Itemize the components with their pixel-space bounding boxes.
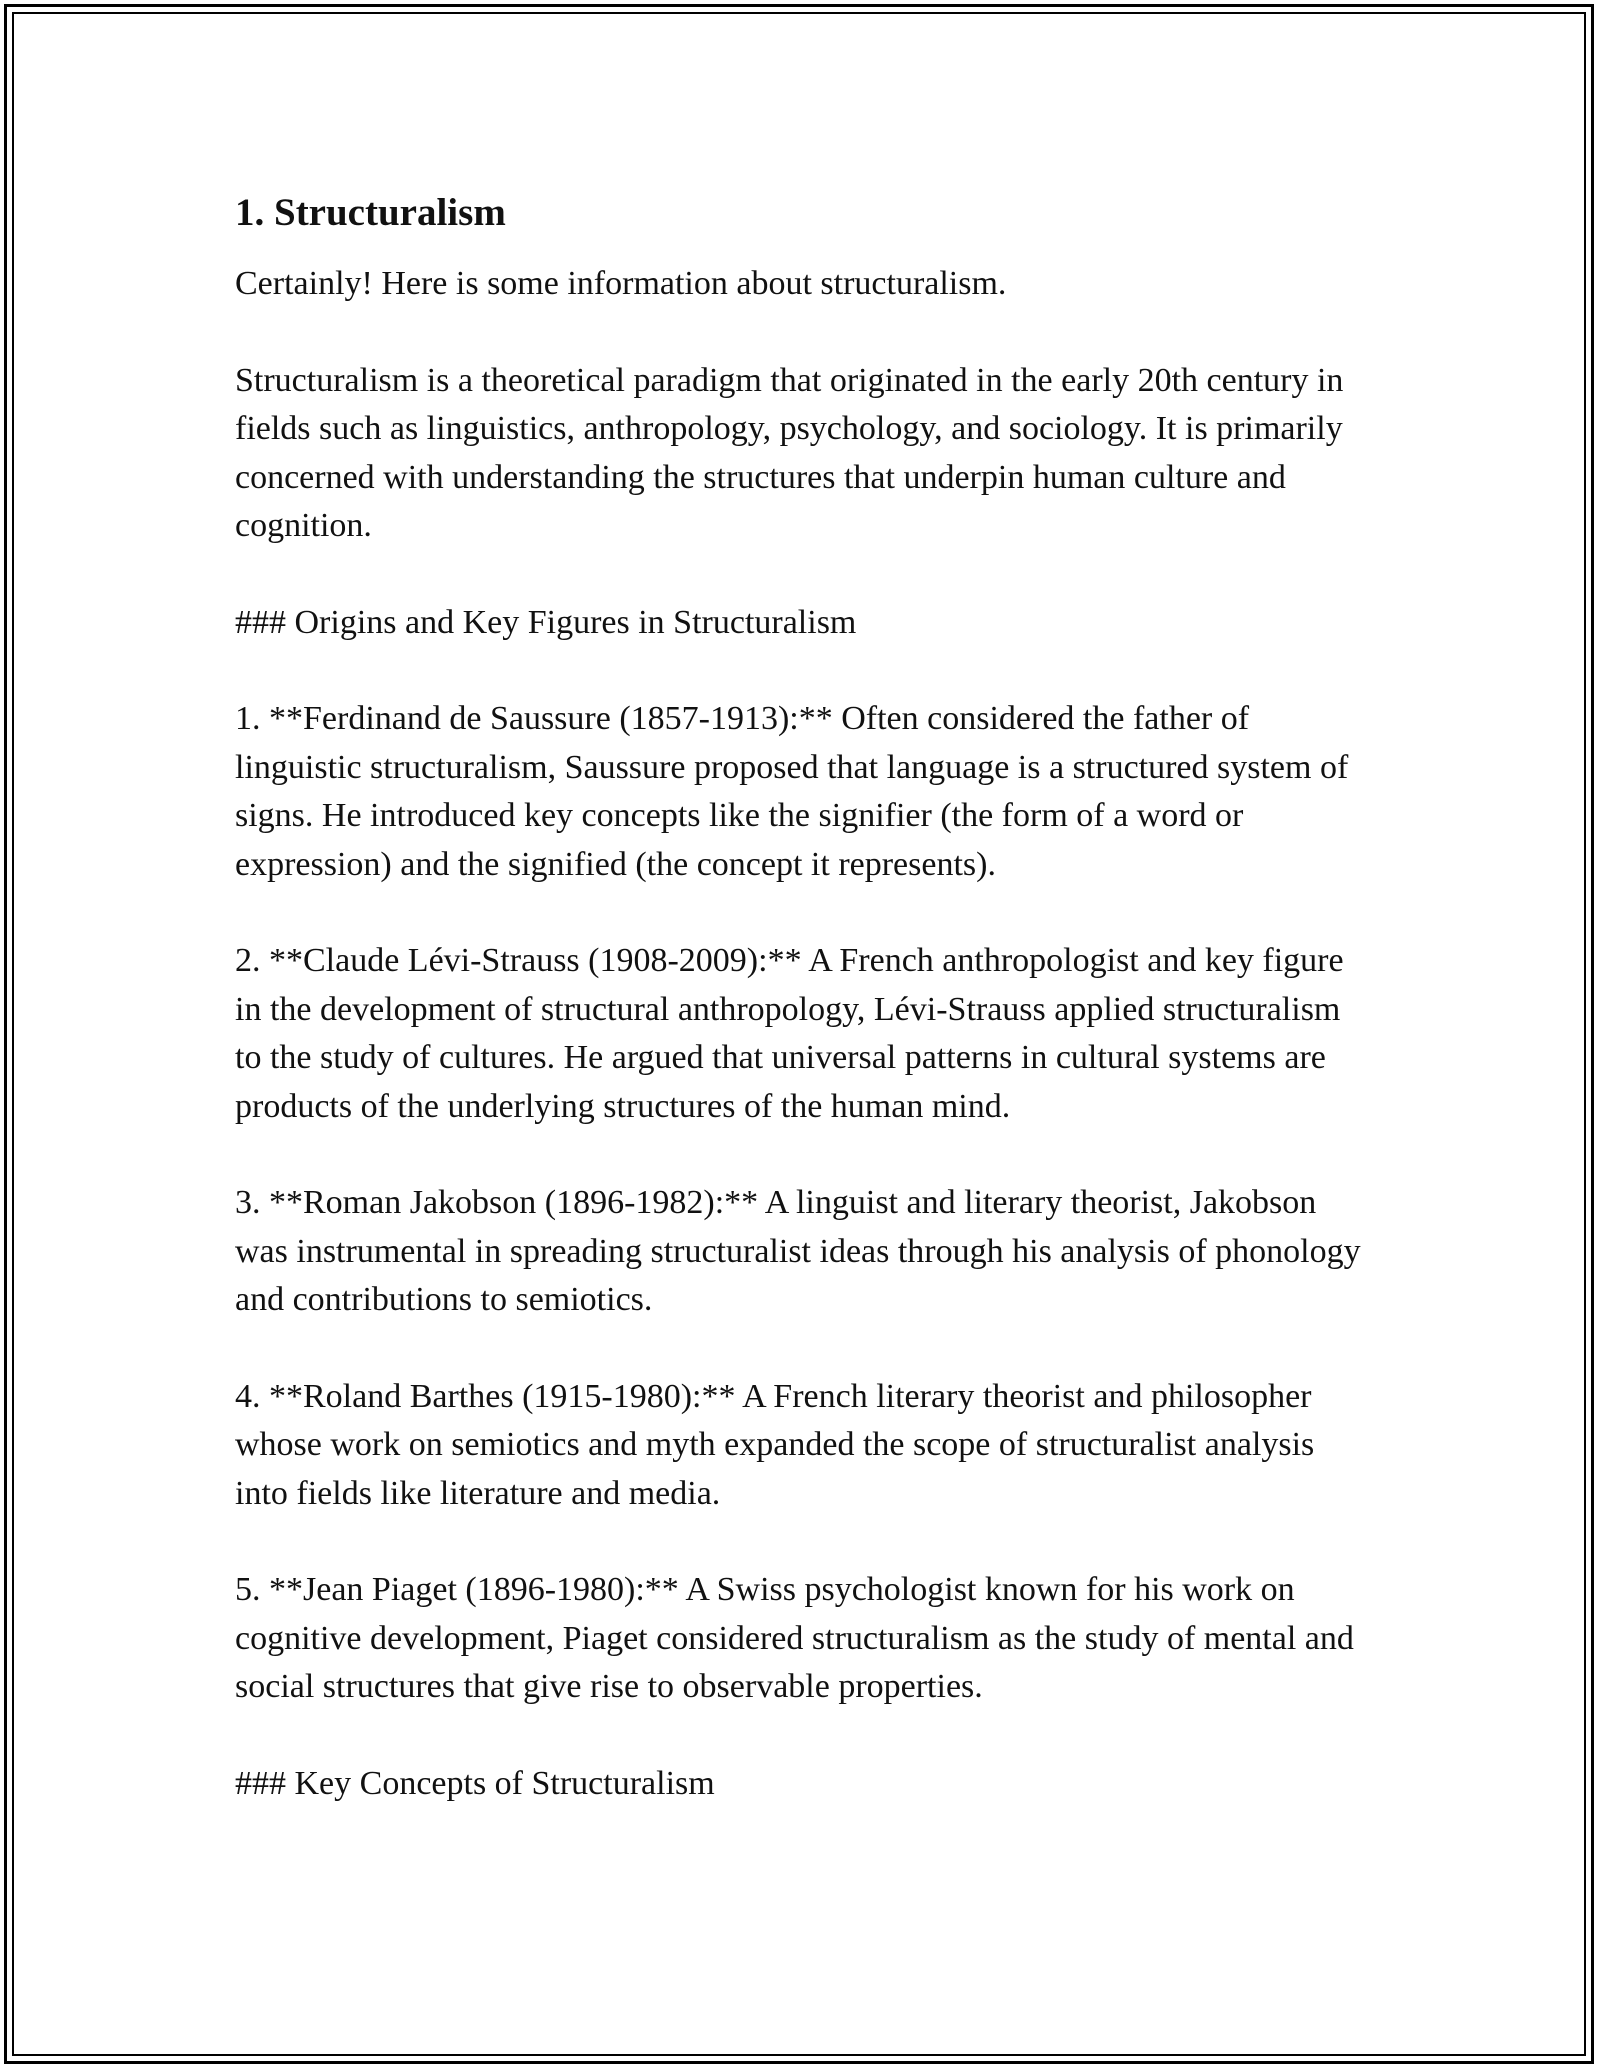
section-heading-origins: ### Origins and Key Figures in Structuralism (235, 603, 857, 641)
definition-paragraph: Structuralism is a theoretical paradigm that originated in the early 20th century in fields such as linguistics, anthropology, psychology, and sociology. It is primarily concerned with understanding the structures that underpin human culture and cognition. (235, 361, 1344, 544)
list-item-barthes: 4. **Roland Barthes (1915-1980):** A French literary theorist and philosopher whose work on semiotics and myth expanded the scope of structuralist analysis into fields like literature and media. (235, 1377, 1315, 1512)
list-item-piaget: 5. **Jean Piaget (1896-1980):** A Swiss psychologist known for his work on cognitive development, Piaget considered structuralism as the study of mental and social structures that give rise to observable properties. (235, 1571, 1354, 1705)
intro-paragraph: Certainly! Here is some information about structuralism. (235, 265, 1007, 302)
document-body (235, 188, 1370, 1808)
section-heading-key-concepts: ### Key Concepts of Structuralism (235, 1764, 715, 1802)
document-title: 1. Structuralism (235, 191, 506, 234)
list-item-saussure: 1. **Ferdinand de Saussure (1857-1913):** Often considered the father of linguistic structuralism, Saussure proposed that language is a structured system of signs. He introduced key concepts like the signifier (the form of a word or expression) and the signified (the concept it represents). (235, 700, 1349, 883)
list-item-levi-strauss: 2. **Claude Lévi-Strauss (1908-2009):** A French anthropologist and key figure in the development of structural anthropology, Lévi-Strauss applied structuralism to the study of cultures. He argued that universal patterns in cultural systems are products of the underlying structures of the human mind. (235, 942, 1344, 1125)
list-item-jakobson: 3. **Roman Jakobson (1896-1982):** A linguist and literary theorist, Jakobson was instrumental in spreading structuralist ideas through his analysis of phonology and contributions to semiotics. (235, 1184, 1361, 1318)
